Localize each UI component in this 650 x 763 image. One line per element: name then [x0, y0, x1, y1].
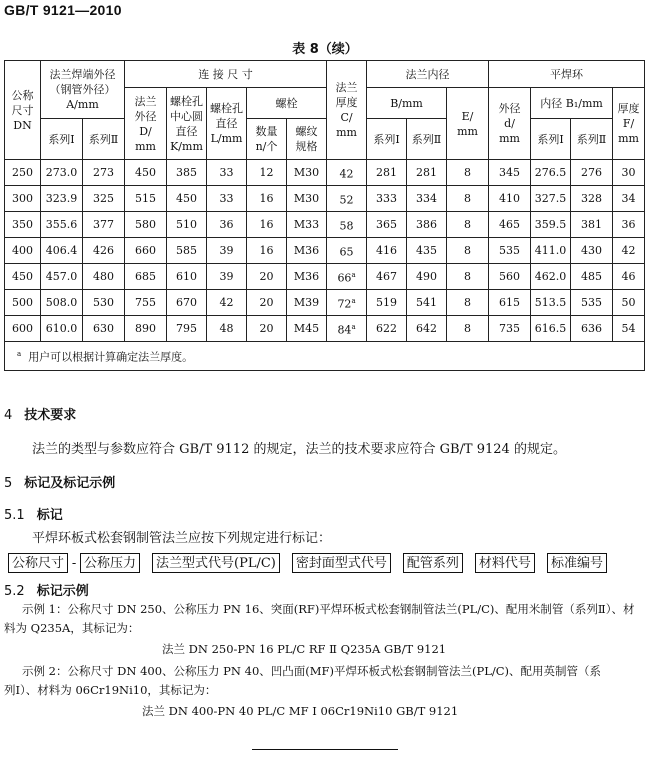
example-1-line-2: 料为 Q235A，其标记为：	[4, 621, 140, 635]
section-5-1-text: 平焊环板式松套钢制管法兰应按下列规定进行标记：	[32, 531, 332, 546]
header-a-series2: 系列Ⅱ	[83, 119, 125, 160]
mark-box-flange-type: 法兰型式代号(PL/C)	[152, 553, 280, 573]
table-row: 250 273.0 273 450 385 33 12 M30 42 281 281 8 345 276.5 276 30	[5, 160, 645, 186]
table-row: 300 323.9 325 515 450 33 16 M30 52 333 334 8 410 327.5 328 34	[5, 186, 645, 212]
example-2-line-1: 示例 2：公称尺寸 DN 400、公称压力 PN 40、凹凸面(MF)平焊环板式松套钢制管法兰(PL/C)、配用英制管（系	[22, 664, 602, 678]
table-row: 400 406.4 426 660 585 39 16 M36 65 416 435 8 535 411.0 430 42	[5, 238, 645, 264]
document-code: GB/T 9121—2010	[4, 2, 122, 18]
mark-box-nominal-size: 公称尺寸	[8, 553, 68, 573]
header-ring-series2: 系列Ⅱ	[571, 119, 613, 160]
header-bolt-count: 数量 n/个	[247, 119, 287, 160]
header-flange-id-e: E/ mm	[447, 88, 489, 160]
header-ring-thickness: 厚度 F/ mm	[613, 88, 645, 160]
header-weld-end-od: 法兰焊端外径 （钢管外径） A/mm	[41, 61, 125, 119]
header-weld-ring: 平焊环	[489, 61, 645, 88]
header-flange-id-b: B/mm	[367, 88, 447, 119]
table-row: 350 355.6 377 580 510 36 16 M33 58 365 386 8 465 359.5 381 36	[5, 212, 645, 238]
table-row: 600 610.0 630 890 795 48 20 M45 84$^a$ 622 642 8 735 616.5 636 54	[5, 316, 645, 342]
section-5-2-heading: 5.2 标记示例	[4, 584, 89, 599]
mark-box-standard-no: 标准编号	[547, 553, 607, 573]
header-connection-dims: 连 接 尺 寸	[125, 61, 327, 88]
header-flange-thickness: 法兰 厚度 C/ mm	[327, 61, 367, 160]
header-flange-od: 法兰 外径 D/ mm	[125, 88, 167, 160]
mark-box-pipe-series: 配管系列	[403, 553, 463, 573]
table-footnote: $^a$ 用户可以根据计算确定法兰厚度。	[5, 342, 645, 371]
page-bottom-rule	[252, 749, 398, 750]
header-bolt-hole-dia: 螺栓孔 直径 L/mm	[207, 88, 247, 160]
table-title: 表 8（续）	[292, 42, 358, 57]
section-5-heading: 5 标记及标记示例	[4, 476, 116, 491]
example-1-marking: 法兰 DN 250-PN 16 PL/C RF Ⅱ Q235A GB/T 9121	[162, 642, 447, 656]
example-2-line-2: 列Ⅰ）、材料为 06Cr19Ni10，其标记为：	[4, 683, 217, 697]
header-nominal-size: 公称 尺寸 DN	[5, 61, 41, 160]
header-ring-series1: 系列Ⅰ	[531, 119, 571, 160]
mark-box-material: 材料代号	[475, 553, 535, 573]
table-row: 500 508.0 530 755 670 42 20 M39 72$^a$ 519 541 8 615 513.5 535 50	[5, 290, 645, 316]
header-ring-od: 外径 d/ mm	[489, 88, 531, 160]
header-bolt: 螺栓	[247, 88, 327, 119]
example-2-marking: 法兰 DN 400-PN 40 PL/C MF Ⅰ 06Cr19Ni10 GB/T 9121	[142, 704, 459, 718]
header-a-series1: 系列Ⅰ	[41, 119, 83, 160]
mark-hyphen: -	[71, 555, 77, 571]
header-b-series1: 系列Ⅰ	[367, 119, 407, 160]
marking-format	[8, 551, 607, 575]
mark-box-nominal-pressure: 公称压力	[80, 553, 140, 573]
section-4-text: 法兰的类型与参数应符合 GB/T 9112 的规定，法兰的技术要求应符合 GB/T 9124 的规定。	[32, 442, 566, 457]
example-1-line-1: 示例 1：公称尺寸 DN 250、公称压力 PN 16、突面(RF)平焊环板式松套钢制管法兰(PL/C)、配用米制管（系列Ⅱ）、材	[22, 602, 635, 616]
header-bolt-thread: 螺纹 规格	[287, 119, 327, 160]
table-row: 450 457.0 480 685 610 39 20 M36 66$^a$ 467 490 8 560 462.0 485 46	[5, 264, 645, 290]
header-flange-id: 法兰内径	[367, 61, 489, 88]
mark-box-facing-type: 密封面型式代号	[292, 553, 391, 573]
table-footnote-row	[5, 342, 645, 371]
header-ring-id: 内径 B₁/mm	[531, 88, 613, 119]
flange-dimension-table	[4, 60, 645, 371]
section-4-heading: 4 技术要求	[4, 408, 77, 423]
section-5-1-heading: 5.1 标记	[4, 508, 63, 523]
header-b-series2: 系列Ⅱ	[407, 119, 447, 160]
header-bolt-circle: 螺栓孔 中心圆 直径 K/mm	[167, 88, 207, 160]
